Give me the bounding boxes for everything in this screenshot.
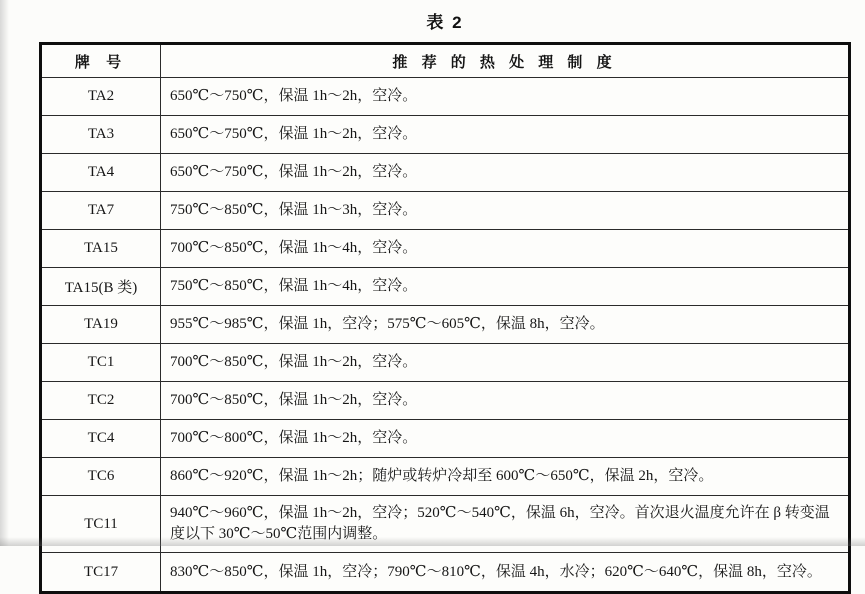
grade-cell: TC2 — [41, 382, 161, 420]
treatment-cell: 700℃～850℃，保温 1h～2h，空冷。 — [161, 382, 850, 420]
table-title: 表 2 — [426, 13, 464, 32]
treatment-cell: 650℃～750℃，保温 1h～2h，空冷。 — [161, 116, 850, 154]
header-row — [41, 44, 850, 78]
treatment-column-header: 推 荐 的 热 处 理 制 度 — [161, 44, 850, 78]
table-row — [41, 78, 850, 116]
treatment-cell: 650℃～750℃，保温 1h～2h，空冷。 — [161, 78, 850, 116]
grade-column-header: 牌 号 — [41, 44, 161, 78]
table-row — [41, 116, 850, 154]
grade-cell: TC6 — [41, 458, 161, 496]
grade-cell: TA2 — [41, 78, 161, 116]
table-row — [41, 154, 850, 192]
treatment-cell: 650℃～750℃，保温 1h～2h，空冷。 — [161, 154, 850, 192]
table-row — [41, 496, 850, 553]
table-row — [41, 420, 850, 458]
heat-treatment-table — [39, 42, 851, 594]
table-row — [41, 553, 850, 593]
grade-cell: TA15 — [41, 230, 161, 268]
grade-cell: TC11 — [41, 496, 161, 553]
table-row — [41, 268, 850, 306]
grade-cell: TA7 — [41, 192, 161, 230]
table-row — [41, 306, 850, 344]
table-row — [41, 344, 850, 382]
grade-cell: TA3 — [41, 116, 161, 154]
treatment-cell: 830℃～850℃，保温 1h，空冷；790℃～810℃，保温 4h，水冷；620℃～640℃，保温 8h，空冷。 — [161, 553, 850, 593]
grade-cell: TA19 — [41, 306, 161, 344]
table-row — [41, 230, 850, 268]
treatment-cell: 700℃～850℃，保温 1h～2h，空冷。 — [161, 344, 850, 382]
grade-cell: TC1 — [41, 344, 161, 382]
grade-cell: TC17 — [41, 553, 161, 593]
treatment-cell: 700℃～850℃，保温 1h～4h，空冷。 — [161, 230, 850, 268]
grade-cell: TA4 — [41, 154, 161, 192]
treatment-cell: 860℃～920℃，保温 1h～2h；随炉或转炉冷却至 600℃～650℃，保温 2h，空冷。 — [161, 458, 850, 496]
table-row — [41, 192, 850, 230]
treatment-cell: 940℃～960℃，保温 1h～2h，空冷；520℃～540℃，保温 6h，空冷。首次退火温度允许在 β 转变温度以下 30℃～50℃范围内调整。 — [161, 496, 850, 553]
table-row — [41, 382, 850, 420]
treatment-cell: 750℃～850℃，保温 1h～4h，空冷。 — [161, 268, 850, 306]
table-row — [41, 458, 850, 496]
treatment-cell: 750℃～850℃，保温 1h～3h，空冷。 — [161, 192, 850, 230]
treatment-cell: 955℃～985℃，保温 1h，空冷；575℃～605℃，保温 8h，空冷。 — [161, 306, 850, 344]
grade-cell: TC4 — [41, 420, 161, 458]
grade-cell: TA15(B 类) — [41, 268, 161, 306]
treatment-cell: 700℃～800℃，保温 1h～2h，空冷。 — [161, 420, 850, 458]
